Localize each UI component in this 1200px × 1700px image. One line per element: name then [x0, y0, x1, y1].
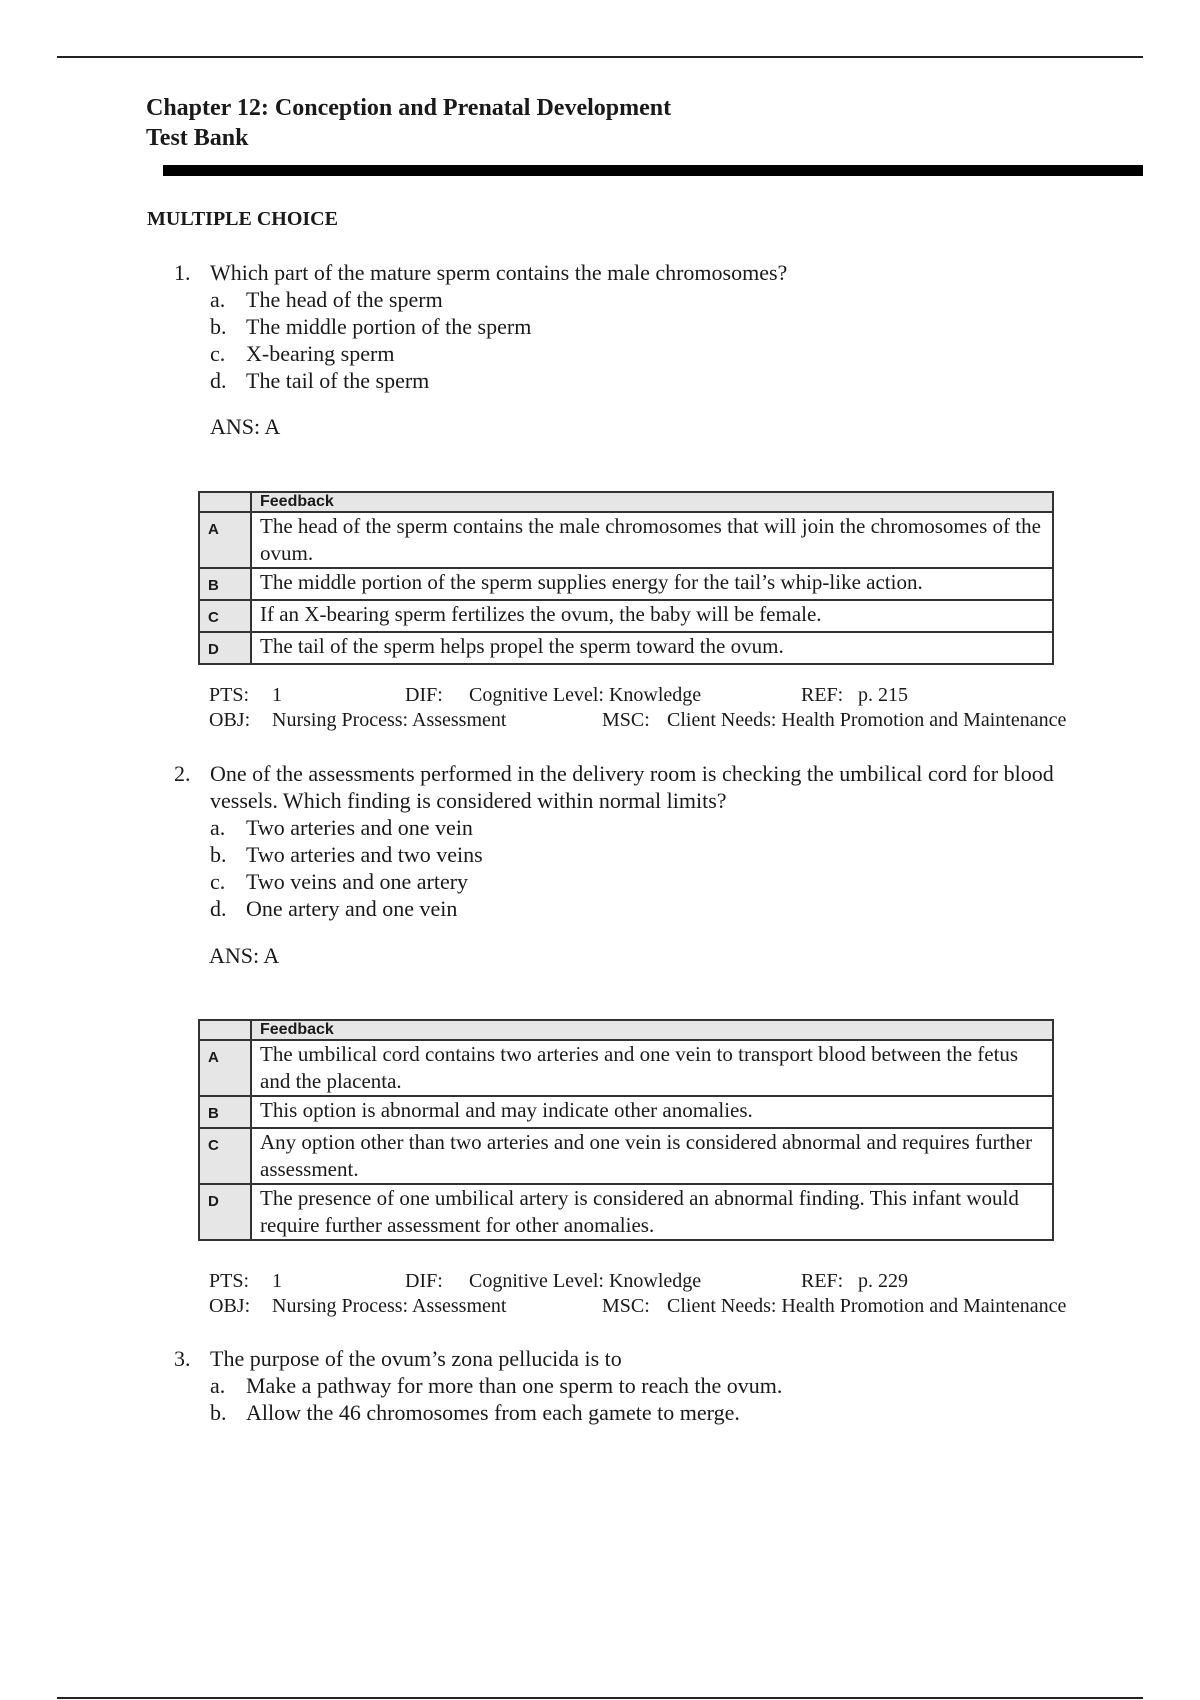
bottom-rule: [57, 1697, 1143, 1699]
option-text: Two veins and one artery: [246, 869, 469, 894]
page-title: [146, 93, 671, 153]
feedback-row: [199, 1184, 1053, 1240]
ref-label: REF:: [801, 1270, 844, 1292]
option-b: [210, 313, 1074, 340]
option-b: [210, 1399, 1074, 1426]
title-divider: [163, 165, 1143, 176]
feedback-text: This option is abnormal and may indicate other anomalies.: [251, 1096, 1053, 1128]
pts-value: 1: [272, 684, 282, 706]
option-text: Allow the 46 chromosomes from each gamete to merge.: [246, 1400, 740, 1425]
question-metadata: [209, 1269, 1159, 1319]
feedback-key: D: [199, 1184, 251, 1240]
feedback-table: [198, 491, 1054, 665]
option-text: One artery and one vein: [246, 896, 458, 921]
top-rule: [57, 56, 1143, 58]
feedback-key: D: [199, 632, 251, 664]
section-heading: MULTIPLE CHOICE: [147, 208, 338, 230]
feedback-row: [199, 568, 1053, 600]
obj-value: Nursing Process: Assessment: [272, 709, 507, 731]
option-letter: c.: [210, 869, 226, 894]
option-c: [210, 340, 1074, 367]
feedback-header: Feedback: [251, 1020, 1053, 1040]
answer-line: ANS: A: [209, 943, 280, 968]
feedback-table: [198, 1019, 1054, 1241]
feedback-row: [199, 1096, 1053, 1128]
ref-value: p. 229: [858, 1270, 908, 1292]
feedback-row: [199, 1040, 1053, 1096]
msc-label: MSC:: [602, 709, 650, 731]
feedback-text: The head of the sperm contains the male chromosomes that will join the chromosomes of the ovum.: [251, 512, 1053, 568]
option-letter: b.: [210, 842, 227, 867]
question-2: [174, 760, 1074, 922]
option-a: [210, 286, 1074, 313]
msc-label: MSC:: [602, 1295, 650, 1317]
option-letter: c.: [210, 341, 226, 366]
answer-line: ANS: A: [210, 414, 281, 439]
feedback-text: Any option other than two arteries and one vein is considered abnormal and requires further assessment.: [251, 1128, 1053, 1184]
option-text: Two arteries and two veins: [246, 842, 483, 867]
feedback-key: C: [199, 600, 251, 632]
option-letter: a.: [210, 287, 226, 312]
option-letter: d.: [210, 896, 227, 921]
feedback-header-row: [199, 1020, 1053, 1040]
option-c: [210, 868, 1074, 895]
feedback-header: Feedback: [251, 492, 1053, 512]
option-a: [210, 1372, 1074, 1399]
question-number: 2.: [174, 761, 191, 786]
title-line-1: Chapter 12: Conception and Prenatal Development: [146, 95, 672, 121]
question-stem: The purpose of the ovum’s zona pellucida is to: [210, 1346, 622, 1371]
feedback-key-header: [199, 492, 251, 512]
option-text: X-bearing sperm: [246, 341, 395, 366]
dif-label: DIF:: [405, 684, 443, 706]
feedback-key: A: [199, 1040, 251, 1096]
option-b: [210, 841, 1074, 868]
feedback-key: B: [199, 1096, 251, 1128]
question-1: [174, 259, 1074, 394]
option-d: [210, 895, 1074, 922]
feedback-key: A: [199, 512, 251, 568]
ref-label: REF:: [801, 684, 844, 706]
question-number: 1.: [174, 260, 191, 285]
feedback-key: C: [199, 1128, 251, 1184]
obj-value: Nursing Process: Assessment: [272, 1295, 507, 1317]
question-stem: Which part of the mature sperm contains the male chromosomes?: [210, 260, 788, 285]
pts-label: PTS:: [209, 684, 250, 706]
feedback-row: [199, 512, 1053, 568]
question-metadata: [209, 683, 1159, 733]
option-text: The head of the sperm: [246, 287, 443, 312]
feedback-key-header: [199, 1020, 251, 1040]
dif-label: DIF:: [405, 1270, 443, 1292]
title-line-2: Test Bank: [146, 125, 249, 151]
option-a: [210, 814, 1074, 841]
pts-label: PTS:: [209, 1270, 250, 1292]
option-d: [210, 367, 1074, 394]
dif-value: Cognitive Level: Knowledge: [469, 1270, 702, 1292]
option-letter: a.: [210, 1373, 226, 1398]
option-text: The middle portion of the sperm: [246, 314, 532, 339]
option-list: [210, 1372, 1074, 1426]
option-letter: b.: [210, 314, 227, 339]
feedback-text: The tail of the sperm helps propel the sperm toward the ovum.: [251, 632, 1053, 664]
feedback-text: The middle portion of the sperm supplies energy for the tail’s whip-like action.: [251, 568, 1053, 600]
feedback-text: The presence of one umbilical artery is considered an abnormal finding. This infant would require further assessment for other anomalies.: [251, 1184, 1053, 1240]
ref-value: p. 215: [858, 684, 908, 706]
option-letter: a.: [210, 815, 226, 840]
option-list: [210, 814, 1074, 922]
dif-value: Cognitive Level: Knowledge: [469, 684, 702, 706]
obj-label: OBJ:: [209, 1295, 251, 1317]
option-text: Make a pathway for more than one sperm to reach the ovum.: [246, 1373, 783, 1398]
feedback-row: [199, 600, 1053, 632]
obj-label: OBJ:: [209, 709, 251, 731]
option-text: The tail of the sperm: [246, 368, 430, 393]
feedback-text: The umbilical cord contains two arteries and one vein to transport blood between the fetus and the placenta.: [251, 1040, 1053, 1096]
feedback-text: If an X-bearing sperm fertilizes the ovum, the baby will be female.: [251, 600, 1053, 632]
msc-value: Client Needs: Health Promotion and Maintenance: [667, 1295, 1067, 1317]
feedback-key: B: [199, 568, 251, 600]
question-number: 3.: [174, 1346, 191, 1371]
question-3: [174, 1345, 1074, 1426]
pts-value: 1: [272, 1270, 282, 1292]
option-list: [210, 286, 1074, 394]
feedback-row: [199, 1128, 1053, 1184]
option-text: Two arteries and one vein: [246, 815, 473, 840]
option-letter: b.: [210, 1400, 227, 1425]
option-letter: d.: [210, 368, 227, 393]
feedback-row: [199, 632, 1053, 664]
feedback-header-row: [199, 492, 1053, 512]
question-stem: One of the assessments performed in the delivery room is checking the umbilical cord for blood vessels. Which finding is considered within normal limits?: [210, 761, 1054, 813]
msc-value: Client Needs: Health Promotion and Maintenance: [667, 709, 1067, 731]
